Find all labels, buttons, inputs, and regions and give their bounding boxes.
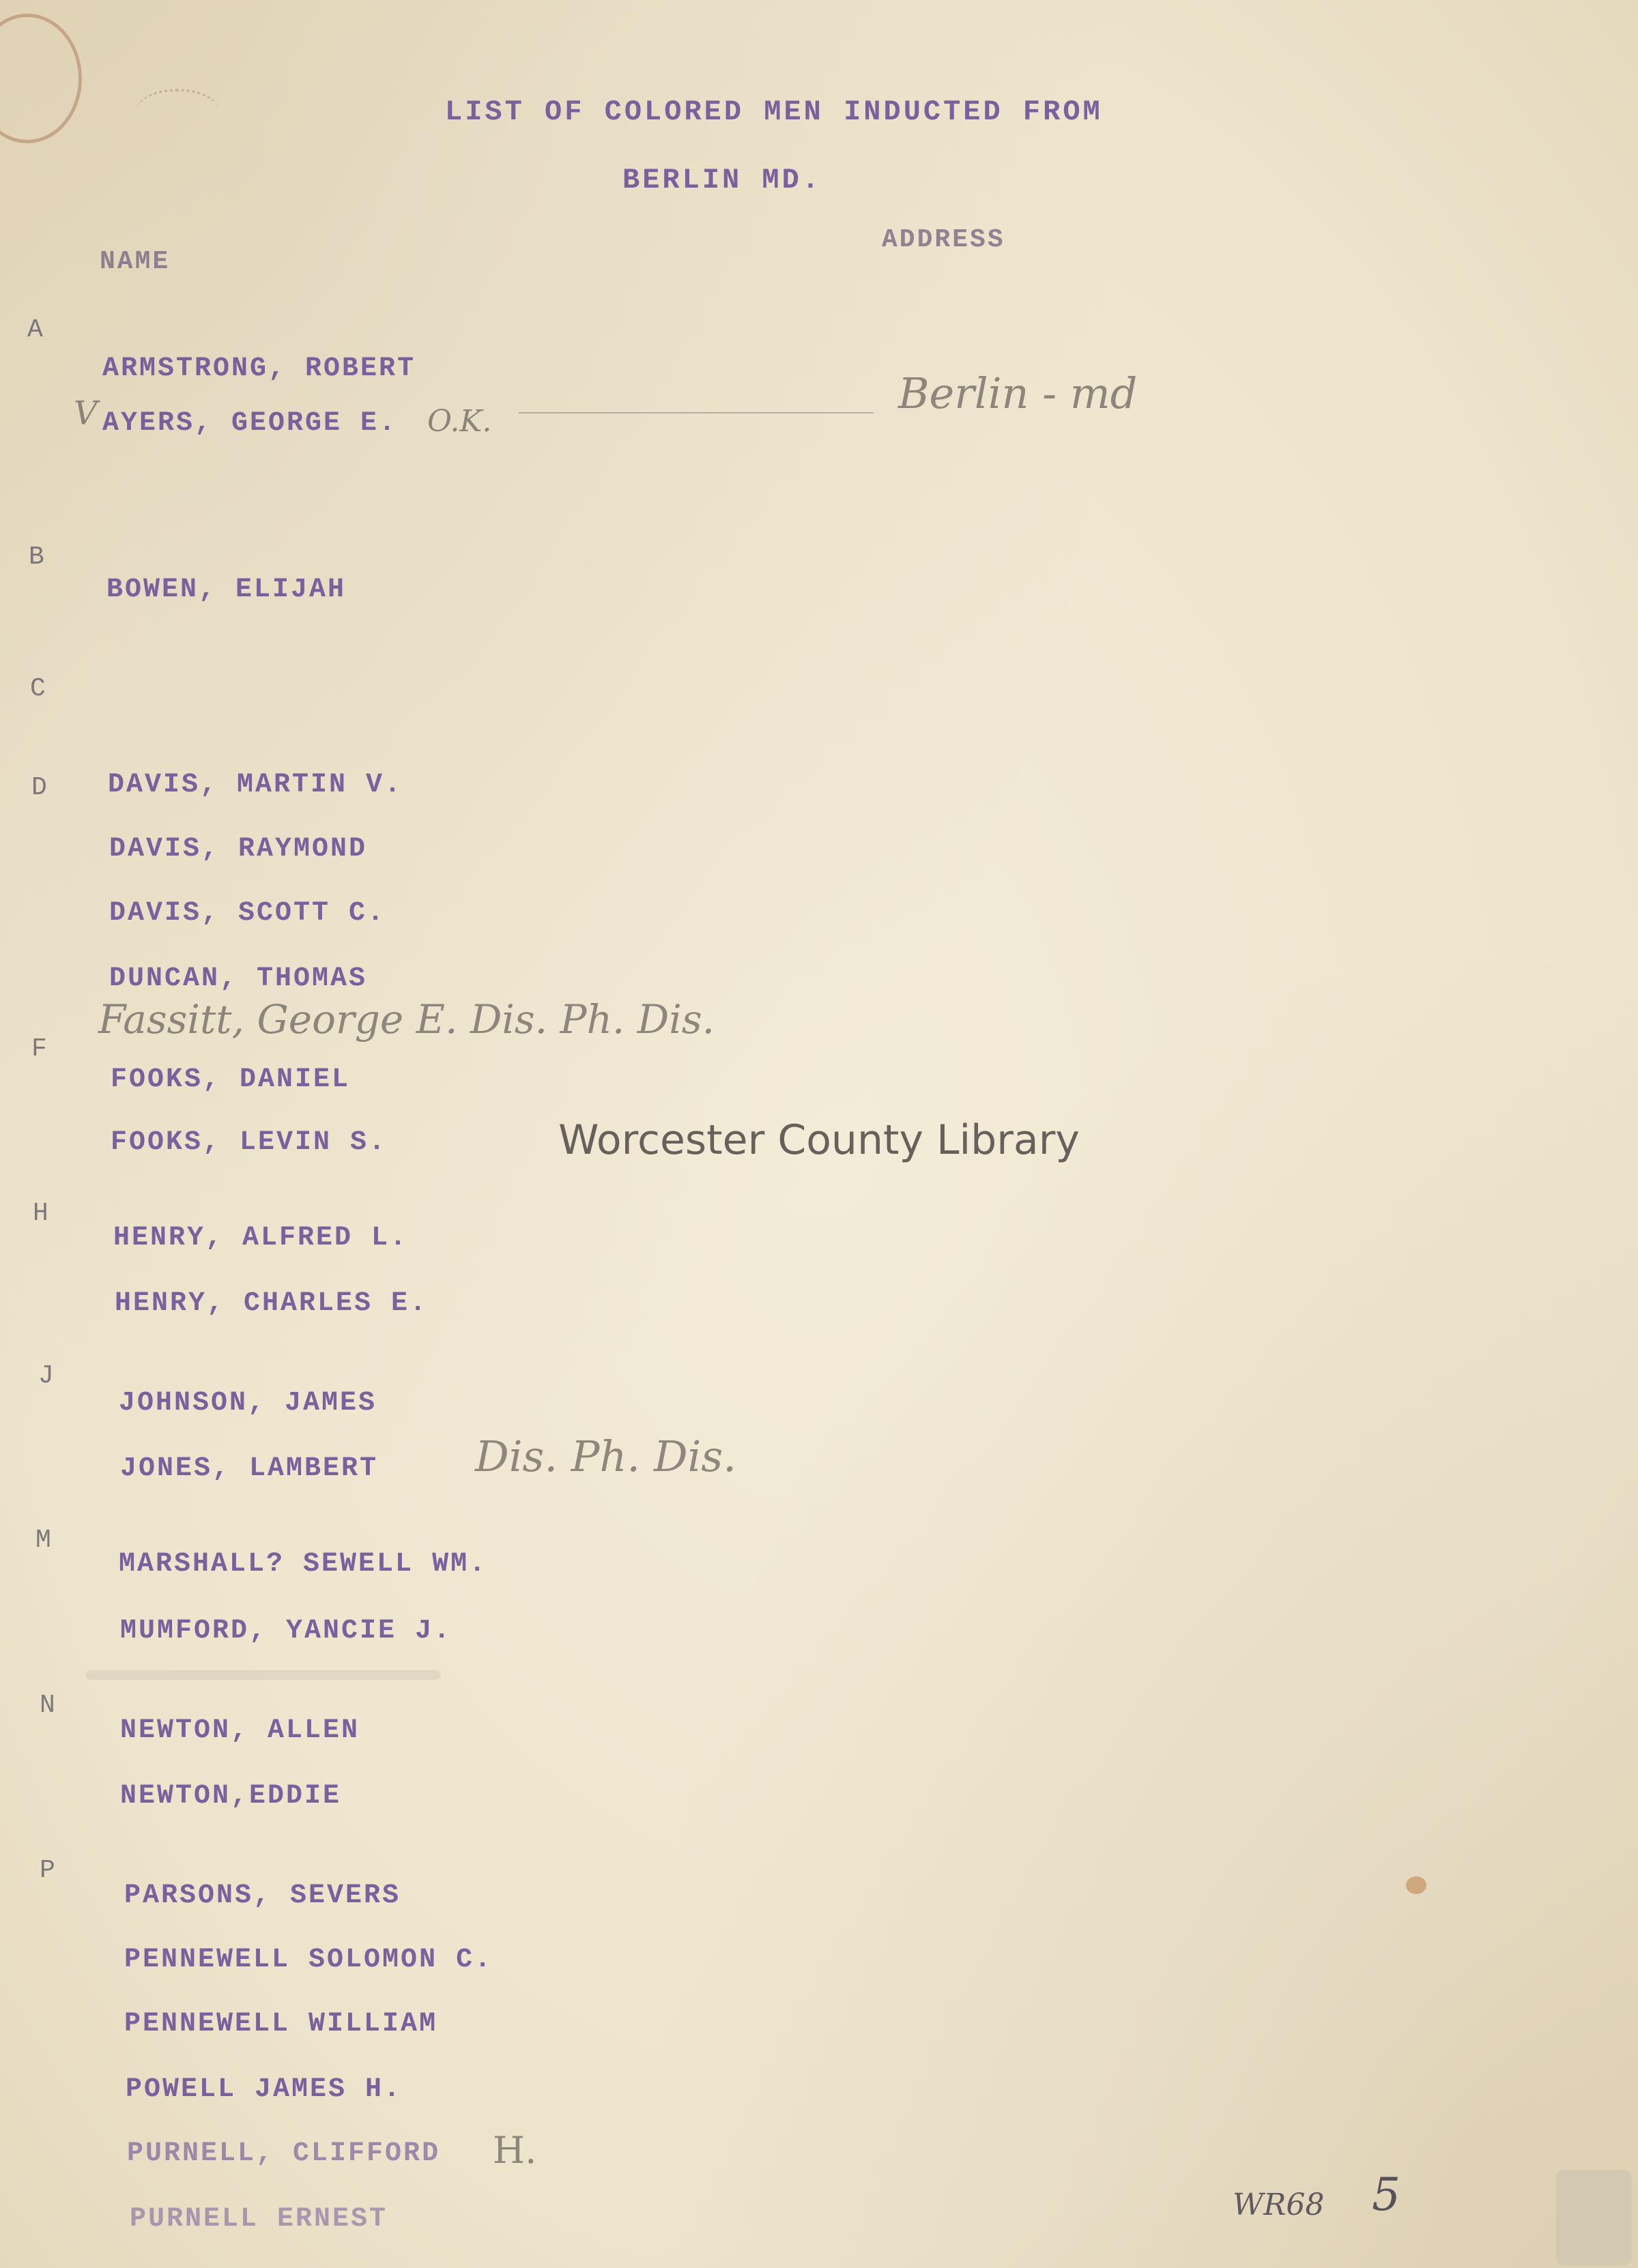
list-item: HENRY, CHARLES E.: [115, 1288, 429, 1319]
section-letter-f: F: [31, 1034, 47, 1064]
ring-stain: [0, 14, 82, 143]
section-letter-a: A: [27, 315, 43, 345]
list-item: PARSONS, SEVERS: [124, 1880, 401, 1911]
rust-spot-2: [1556, 2170, 1631, 2265]
section-letter-c: C: [30, 674, 46, 703]
address-leader-line: [519, 412, 874, 413]
list-item: ARMSTRONG, ROBERT: [102, 353, 416, 384]
library-watermark: Worcester County Library: [558, 1116, 1080, 1164]
list-item: DAVIS, RAYMOND: [109, 834, 368, 864]
fassitt-note: Fassitt, George E. Dis. Ph. Dis.: [98, 996, 715, 1043]
title-line-1: LIST OF COLORED MEN INDUCTED FROM: [445, 96, 1103, 128]
list-item: BOWEN, ELIJAH: [106, 575, 347, 605]
name-column-header: NAME: [100, 247, 171, 276]
list-item: DAVIS, SCOTT C.: [109, 898, 386, 929]
list-item: HENRY, ALFRED L.: [113, 1223, 409, 1253]
list-item: JOHNSON, JAMES: [119, 1388, 377, 1419]
list-item: DUNCAN, THOMAS: [109, 963, 368, 994]
check-mark: V: [74, 394, 98, 433]
ring-stain-2: [136, 89, 218, 132]
list-item: MUMFORD, YANCIE J.: [120, 1616, 452, 1646]
list-item: PURNELL, CLIFFORD: [127, 2138, 441, 2169]
ok-note: O.K.: [427, 404, 492, 439]
section-letter-p: P: [40, 1856, 55, 1885]
rust-spot: [1406, 1876, 1426, 1894]
page-number: 5: [1372, 2168, 1400, 2221]
list-item: DAVIS, MARTIN V.: [108, 770, 403, 800]
catalog-number: WR68: [1233, 2187, 1325, 2222]
section-letter-n: N: [40, 1691, 55, 1720]
title-line-2: BERLIN MD.: [622, 164, 822, 197]
list-item: POWELL JAMES H.: [126, 2074, 403, 2105]
section-letter-j: J: [38, 1361, 54, 1391]
list-item: FOOKS, DANIEL: [111, 1064, 351, 1095]
list-item: PENNEWELL WILLIAM: [124, 2009, 438, 2039]
section-letter-b: B: [29, 542, 44, 572]
list-item: PENNEWELL SOLOMON C.: [124, 1945, 493, 1975]
address-note: Berlin - md: [898, 368, 1138, 418]
list-item: JONES, LAMBERT: [120, 1453, 379, 1484]
purnell-initial-note: H.: [493, 2129, 537, 2172]
section-letter-h: H: [33, 1199, 48, 1228]
erased-mark: [86, 1670, 441, 1680]
list-item: NEWTON,EDDIE: [120, 1781, 342, 1812]
list-item: FOOKS, LEVIN S.: [111, 1127, 388, 1158]
list-item: PURNELL ERNEST: [130, 2204, 388, 2235]
list-item: AYERS, GEORGE E.: [102, 408, 398, 439]
address-column-header: ADDRESS: [882, 225, 1005, 255]
section-letter-m: M: [35, 1526, 51, 1555]
list-item: MARSHALL? SEWELL WM.: [119, 1549, 488, 1580]
list-item: NEWTON, ALLEN: [120, 1715, 360, 1746]
dis-ph-dis-note: Dis. Ph. Dis.: [475, 1431, 736, 1481]
section-letter-d: D: [31, 773, 47, 802]
